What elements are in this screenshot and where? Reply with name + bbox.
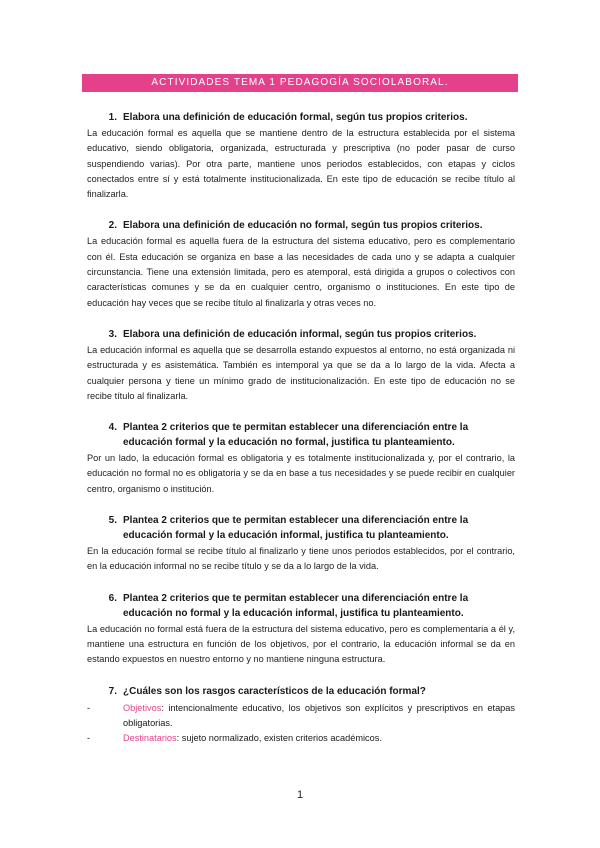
question-number: 6. [108,592,117,604]
question-section-6 [87,591,515,668]
question-section-7 [87,684,515,747]
question-text: Plantea 2 criterios que te permitan establecer una diferenciación entre la educación formal y la educación no formal, justifica tu planteamiento. [123,422,469,449]
bullet-item-objetivos [87,701,515,732]
question-text: Elabora una definición de educación no formal, según tus propios criterios. [123,220,483,232]
question-number: 7. [108,685,117,697]
answer-text: La educación informal es aquella que se desarrolla estando expuestos al entorno, no está organizada ni estructurada y es asistemática. También es intemporal ya que se da a lo largo de la vida. Afecta a cualquier persona y tiene un mínimo grado de institucionalización. En este tipo de educación no se recibe título al finalizarla. [87,344,515,401]
bullet-text [123,701,515,732]
bullet-term: Destinatarios [123,733,177,744]
answer-text: La educación no formal está fuera de la estructura del sistema educativo, pero es complementaria a él y, mantiene una estructura en función de los objetivos, por el contrario, la educación informal se da en estando expuestos en nuestro entorno y no mantiene ninguna estructura. [87,623,515,665]
question-section-2 [87,218,515,310]
question-heading [87,218,515,233]
bullet-description: : sujeto normalizado, existen criterios académicos. [176,733,382,744]
document-content [87,100,515,762]
question-section-1 [87,110,515,202]
question-number: 2. [108,220,117,232]
question-text: Elabora una definición de educación formal, según tus propios criterios. [123,112,468,123]
answer-text: La educación formal es aquella que se mantiene dentro de la estructura establecida por el sistema educativo, siendo obligatoria, organizada, estructurada y prescriptiva (no poder pasar de curso suspendiendo varias). Por otra parte, mantiene unos periodos establecidos, con etapas y ciclos conectados entre sí y está totalmente institucionalizada. En este tipo de educación se recibe título al finalizarla. [87,128,515,200]
question-heading [87,420,515,450]
question-number: 1. [108,112,117,123]
bullet-description: : intencionalmente educativo, los objetivos son explícitos y prescriptivos en etapas obligatorias. [123,702,515,728]
question-text: Plantea 2 criterios que te permitan establecer una diferenciación entre la educación no formal y la educación informal, justifica tu planteamiento. [123,592,469,619]
question-heading [87,327,515,342]
question-number: 5. [108,515,117,527]
bullet-text [123,731,515,746]
question-number: 4. [108,422,117,434]
answer-text: Por un lado, la educación formal es obligatoria y es totalmente institucionalizada y, por el contrario, la educación no formal no es obligatoria y se da en base a tus necesidades y se puede recibir en cualquier centro, organismo o institución. [87,453,515,494]
bullet-dash: - [87,702,91,713]
title-banner: ACTIVIDADES TEMA 1 PEDAGOGÍA SOCIOLABORAL. [82,74,518,92]
page-number: 1 [296,789,304,801]
question-heading [87,684,515,699]
question-text: Elabora una definición de educación informal, según tus propios criterios. [123,328,477,340]
question-section-5 [87,513,515,575]
bullet-item-destinatarios [87,731,515,746]
bullet-dash: - [87,733,91,744]
question-heading [87,110,515,125]
question-heading [87,591,515,621]
question-text: ¿Cuáles son los rasgos característicos de la educación formal? [123,685,426,697]
question-section-4 [87,420,515,497]
question-number: 3. [108,328,117,340]
question-section-3 [87,327,515,404]
bullet-term: Objetivos [123,702,162,713]
answer-text: En la educación formal se recibe título al finalizarlo y tiene unos periodos establecidos, por el contrario, en la educación informal no se recibe título y se da a lo largo de la vida. [87,546,515,572]
answer-text: La educación formal es aquella fuera de la estructura del sistema educativo, pero es complementario con él. Esta educación se organiza en base a las necesidades de cada uno y se adapta a cualquier circunstancia. Tiene una extensión limitada, pero es atemporal, está dirigida a grupos o colectivos con características comunes y se da en cualquier centro, organismo o instituciones. En este tipo de educación hay veces que se recibe título al finalizarla y otras veces no. [87,236,515,308]
bullet-list [87,701,515,747]
question-text: Plantea 2 criterios que te permitan establecer una diferenciación entre la educación formal y la educación informal, justifica tu planteamiento. [123,515,469,542]
question-heading [87,513,515,543]
